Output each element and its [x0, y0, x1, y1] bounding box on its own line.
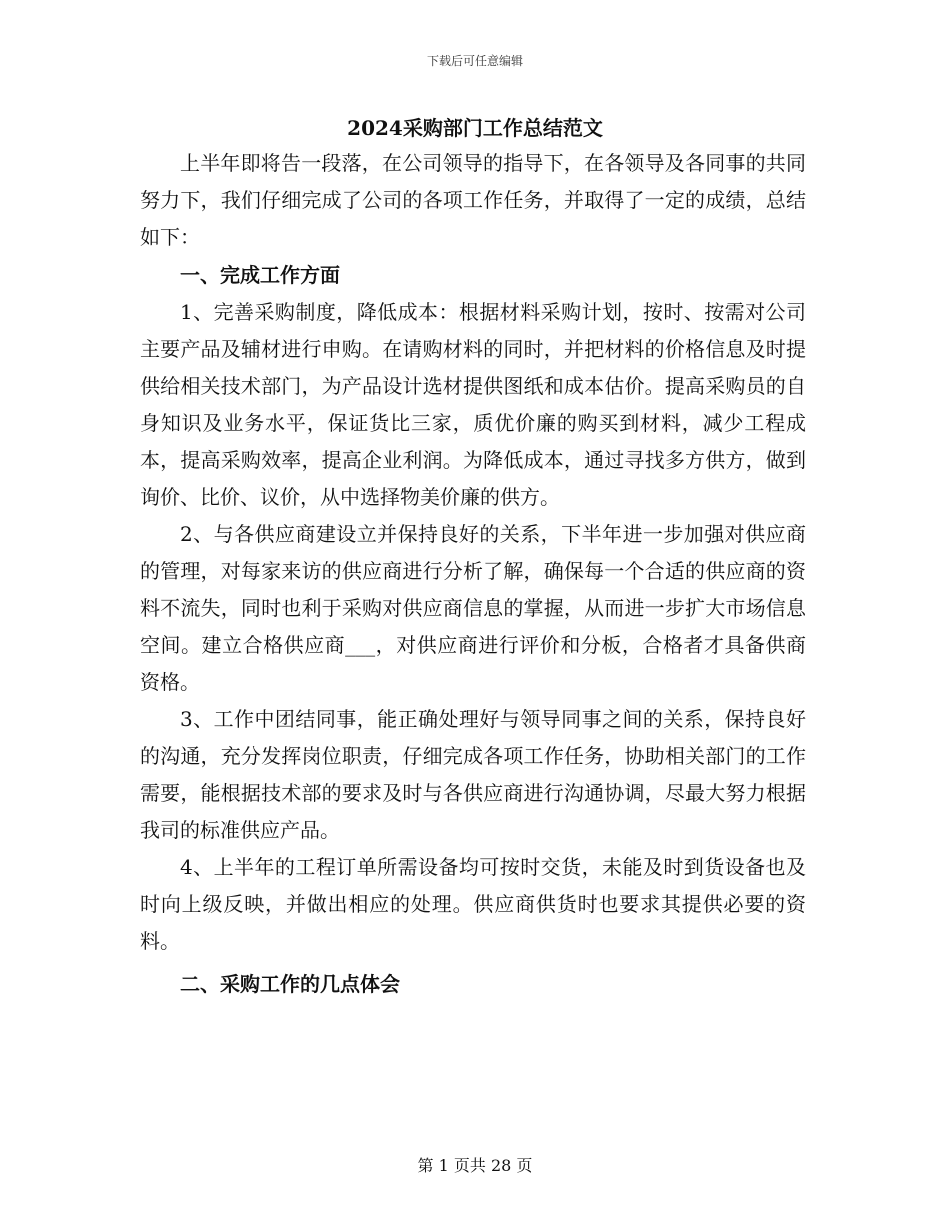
- page-header-note: 下载后可任意编辑: [426, 54, 523, 68]
- document-title: 2024采购部门工作总结范文: [347, 116, 603, 140]
- list-item-4: 4、上半年的工程订单所需设备均可按时交货，未能及时到货设备也及时向上级反映，并做出相应的处理。供应商供货时也要求其提供必要的资料。: [140, 855, 806, 953]
- list-item-1: 1、完善采购制度，降低成本：根据材料采购计划，按时、按需对公司主要产品及辅材进行申购。在请购材料的同时，并把材料的价格信息及时提供给相关技术部门，为产品设计选材提供图纸和成本估价。提高采购员的自身知识及业务水平，保证货比三家，质优价廉的购买到材料，减少工程成本，提高采购效率，提高企业利润。为降低成本，通过寻找多方供方，做到询价、比价、议价，从中选择物美价廉的供方。: [140, 300, 806, 509]
- section-heading-1: 一、完成工作方面: [180, 263, 340, 287]
- list-item-3: 3、工作中团结同事，能正确处理好与领导同事之间的关系，保持良好的沟通，充分发挥岗位职责，仔细完成各项工作任务，协助相关部门的工作需要，能根据技术部的要求及时与各供应商进行沟通协调，尽最大努力根据我司的标准供应产品。: [140, 707, 806, 842]
- list-item-2: 2、与各供应商建设立并保持良好的关系，下半年进一步加强对供应商的管理，对每家来访的供应商进行分析了解，确保每一个合适的供应商的资料不流失，同时也利于采购对供应商信息的掌握，从而进一步扩大市场信息空间。建立合格供应商___，对供应商进行评价和分板，合格者才具备供商资格。: [140, 522, 806, 694]
- section-heading-2: 二、采购工作的几点体会: [180, 972, 400, 996]
- page-number-footer: 第 1 页共 28 页: [417, 1156, 533, 1175]
- intro-paragraph: 上半年即将告一段落，在公司领导的指导下，在各领导及各同事的共同努力下，我们仔细完成了公司的各项工作任务，并取得了一定的成绩，总结如下：: [140, 151, 806, 249]
- document-body: [140, 145, 806, 1003]
